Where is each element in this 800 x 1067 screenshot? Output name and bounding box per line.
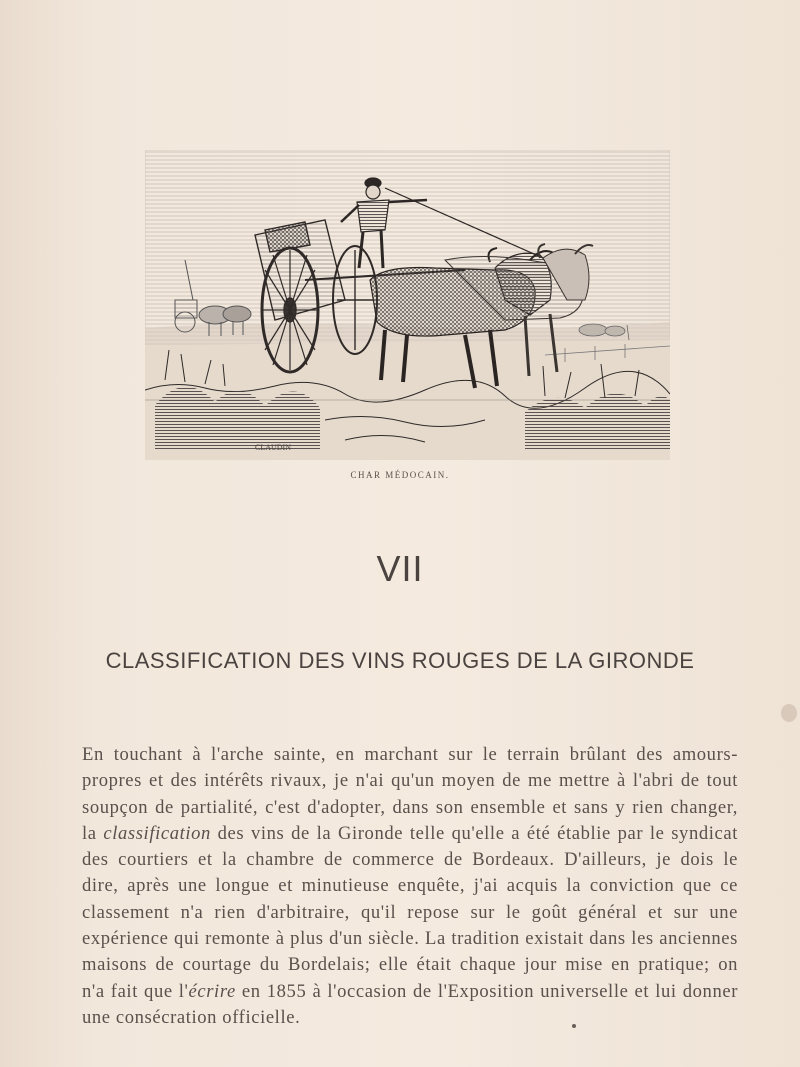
text-line: expérience qui remonte à plus d'un siècle. La tradition existait dans les anciennes <box>82 928 738 950</box>
ink-dot <box>572 1024 576 1028</box>
text-line: la classification des vins de la Gironde telle qu'elle a été établie par le syndicat <box>82 822 738 844</box>
text-line: classement n'a rien d'arbitraire, qu'il repose sur le goût général et sur une <box>82 901 738 923</box>
paper-stain <box>781 704 797 722</box>
italic-term: classification <box>103 822 211 844</box>
text-line: En touchant à l'arche sainte, en marchant sur le terrain brûlant des amours- <box>82 744 738 765</box>
chapter-number: VII <box>376 548 424 589</box>
ox-cart-engraving <box>145 150 670 460</box>
text-line: maisons de courtage du Bordelais; elle était chaque jour mise en pratique; on <box>82 954 738 976</box>
text-line: des courtiers et la chambre de commerce de Bordeaux. D'ailleurs, je dois le <box>82 849 738 871</box>
chapter-title: CLASSIFICATION DES VINS ROUGES DE LA GIRONDE <box>105 648 695 673</box>
text-line: n'a fait que l'écrire en 1855 à l'occasion de l'Exposition universelle et lui donner <box>82 980 738 1002</box>
text-line: propres et des intérêts rivaux, je n'ai qu'un moyen de me mettre à l'abri de tout <box>82 770 738 792</box>
text-line: dire, après une longue et minutieuse enquête, j'ai acquis la conviction que ce <box>82 875 738 897</box>
body-paragraph <box>82 742 738 1031</box>
text-line: une consécration officielle. <box>82 1006 301 1028</box>
text-line: soupçon de partialité, c'est d'adopter, dans son ensemble et sans y rien changer, <box>82 796 738 818</box>
italic-term: écrire <box>188 980 236 1002</box>
engraver-signature: CLAUDIN <box>255 443 291 452</box>
illustration-caption: CHAR MÉDOCAIN. <box>350 470 450 480</box>
